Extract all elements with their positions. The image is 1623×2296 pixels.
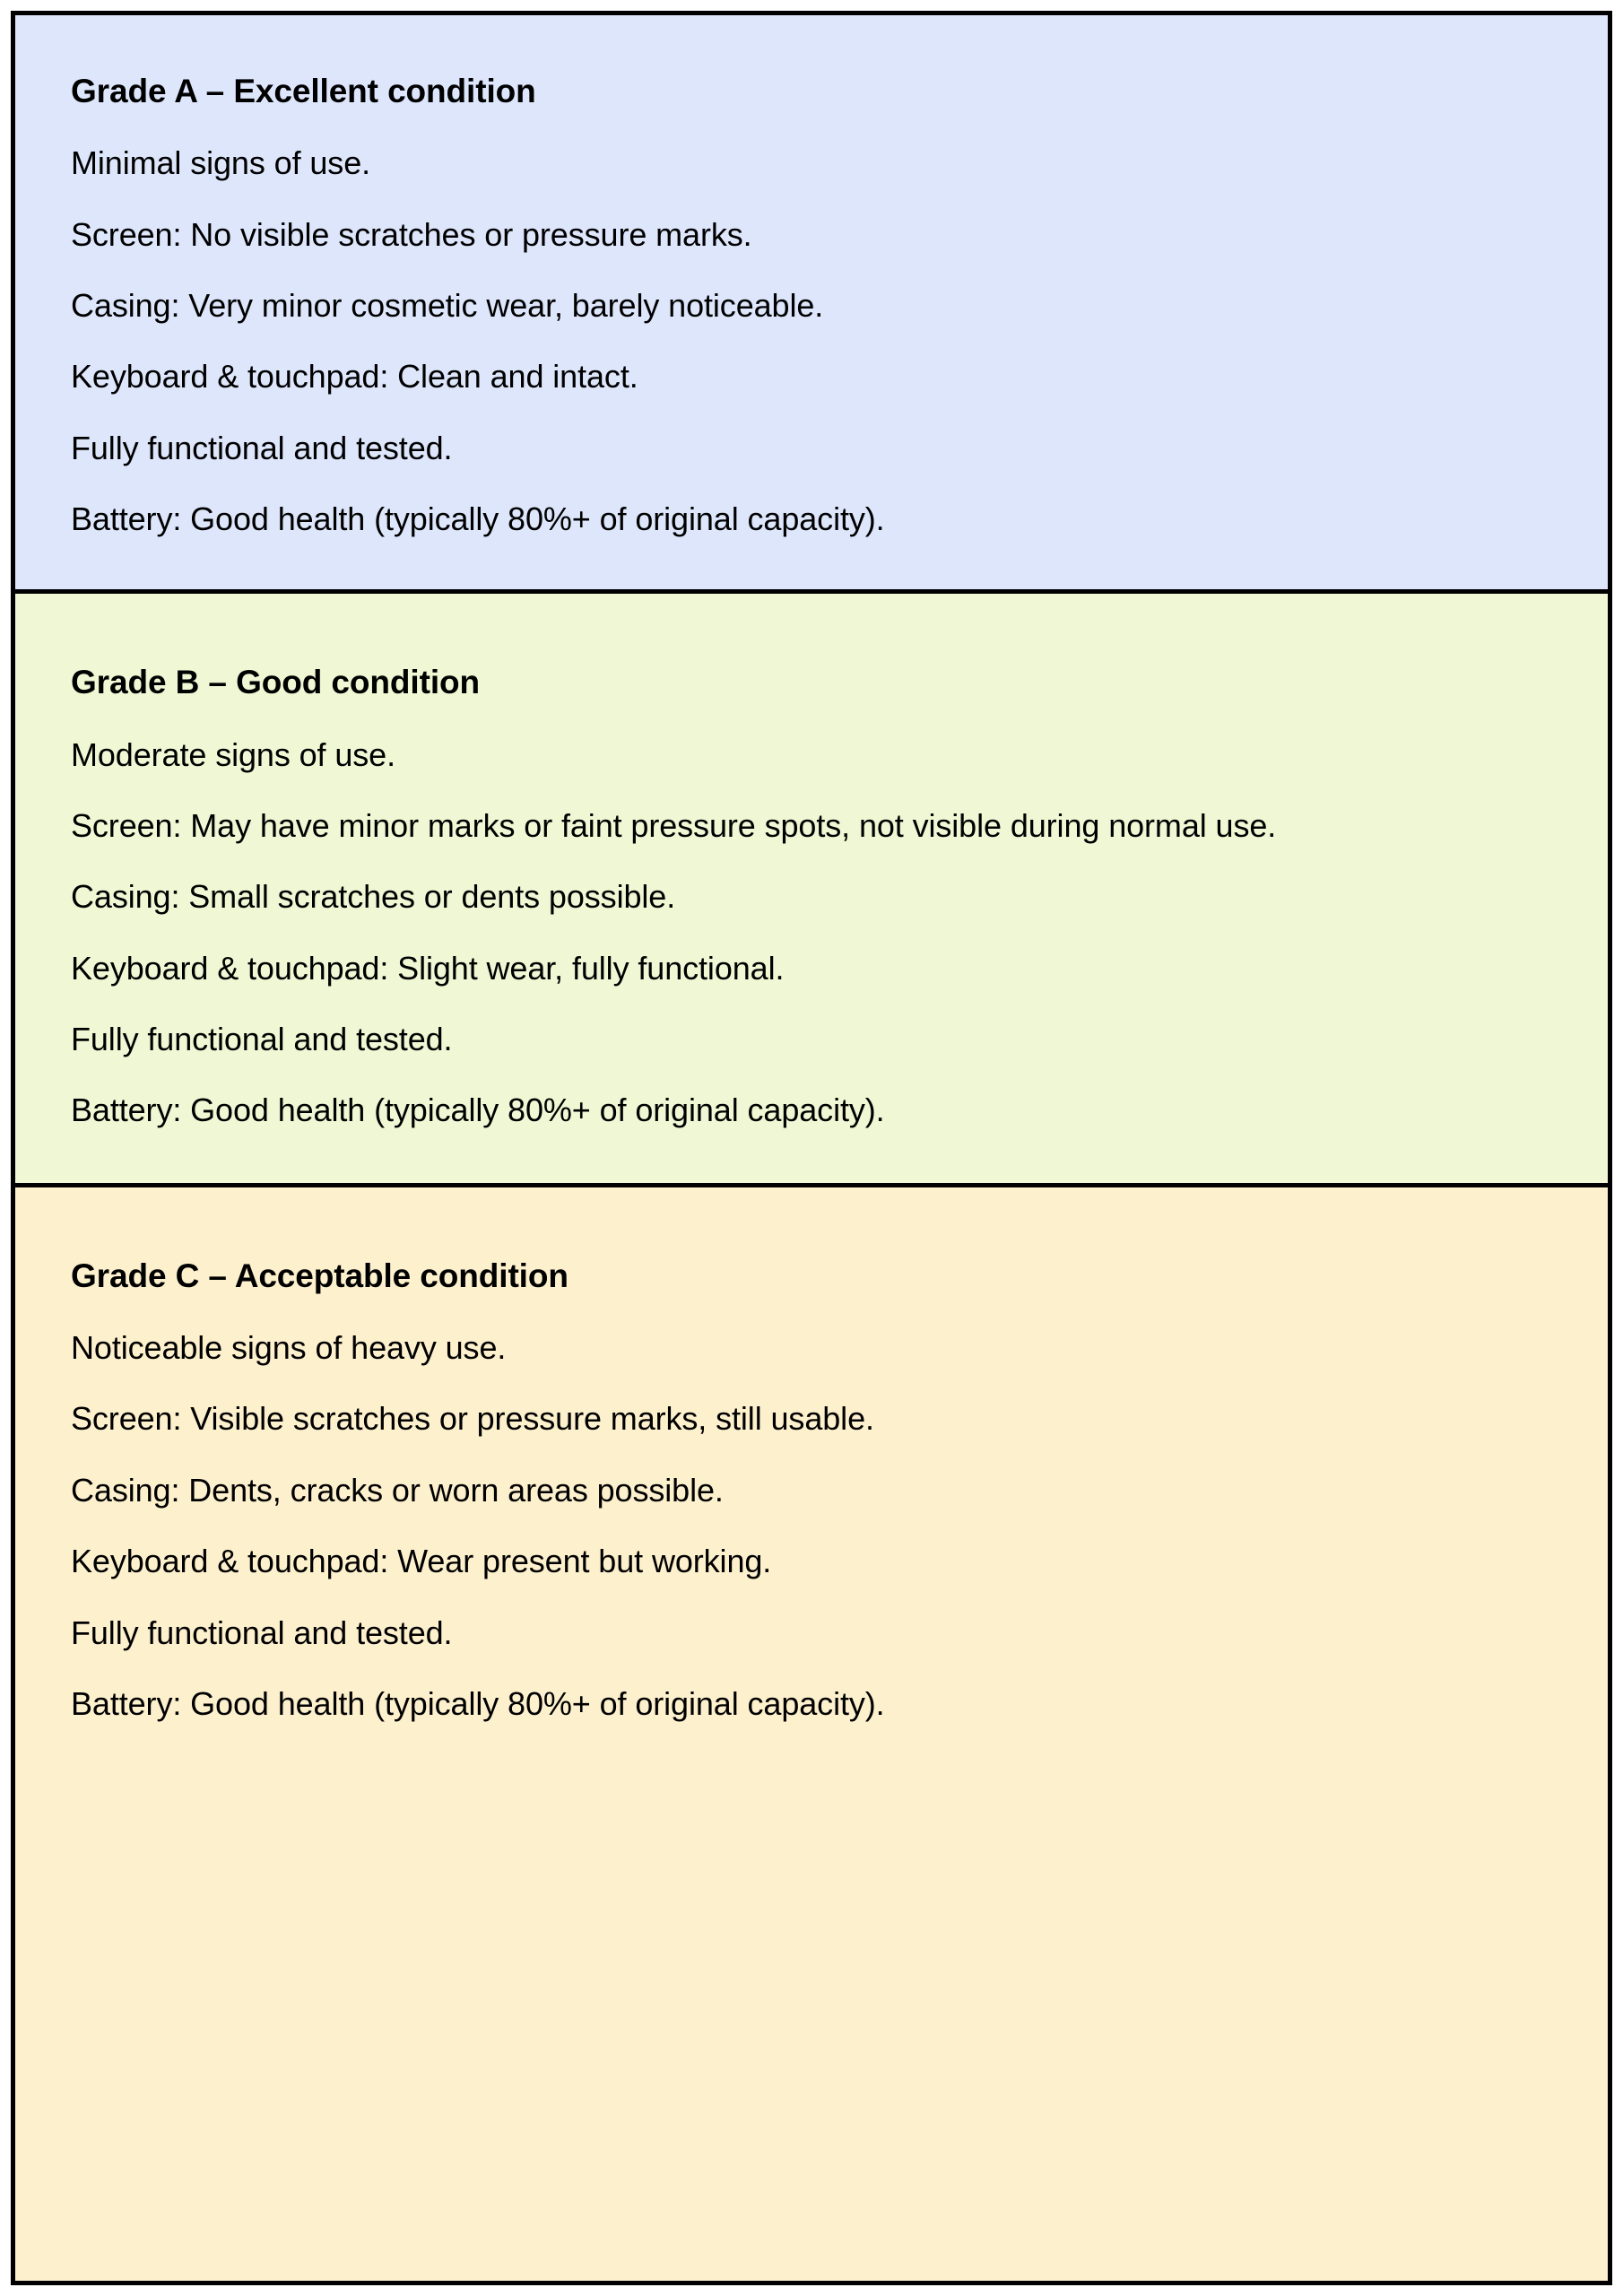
- grade-b-title: Grade B – Good condition: [71, 664, 480, 701]
- grade-c-title: Grade C – Acceptable condition: [71, 1257, 568, 1294]
- grade-b-line-5: Fully functional and tested.: [71, 1021, 453, 1058]
- grade-c-line-1: Noticeable signs of heavy use.: [71, 1329, 507, 1367]
- condition-grade-table: [11, 11, 1612, 2285]
- grade-a-line-5: Fully functional and tested.: [71, 429, 453, 466]
- grade-a-section: [15, 15, 1608, 594]
- grade-a-line-6: Battery: Good health (typically 80%+ of original capacity).: [71, 500, 885, 538]
- grade-c-line-4: Keyboard & touchpad: Wear present but working.: [71, 1543, 772, 1580]
- grade-b-line-3: Casing: Small scratches or dents possible.: [71, 878, 676, 916]
- grade-c-line-6: Battery: Good health (typically 80%+ of original capacity).: [71, 1684, 885, 1722]
- grade-a-line-3: Casing: Very minor cosmetic wear, barely noticeable.: [71, 286, 824, 324]
- grade-a-title: Grade A – Excellent condition: [71, 73, 536, 109]
- grade-c-line-2: Screen: Visible scratches or pressure marks, still usable.: [71, 1400, 874, 1438]
- grade-a-line-2: Screen: No visible scratches or pressure marks.: [71, 215, 752, 253]
- grade-c-line-5: Fully functional and tested.: [71, 1613, 453, 1651]
- grade-b-section: [15, 594, 1608, 1187]
- grade-b-line-4: Keyboard & touchpad: Slight wear, fully functional.: [71, 949, 785, 987]
- grade-a-line-4: Keyboard & touchpad: Clean and intact.: [71, 358, 638, 396]
- grade-b-line-6: Battery: Good health (typically 80%+ of original capacity).: [71, 1091, 885, 1129]
- grade-b-line-1: Moderate signs of use.: [71, 735, 396, 773]
- grade-c-section: [15, 1187, 1608, 2281]
- grade-b-line-2: Screen: May have minor marks or faint pressure spots, not visible during normal use.: [71, 807, 1277, 845]
- grade-c-line-3: Casing: Dents, cracks or worn areas possible.: [71, 1471, 724, 1509]
- grade-a-line-1: Minimal signs of use.: [71, 144, 371, 182]
